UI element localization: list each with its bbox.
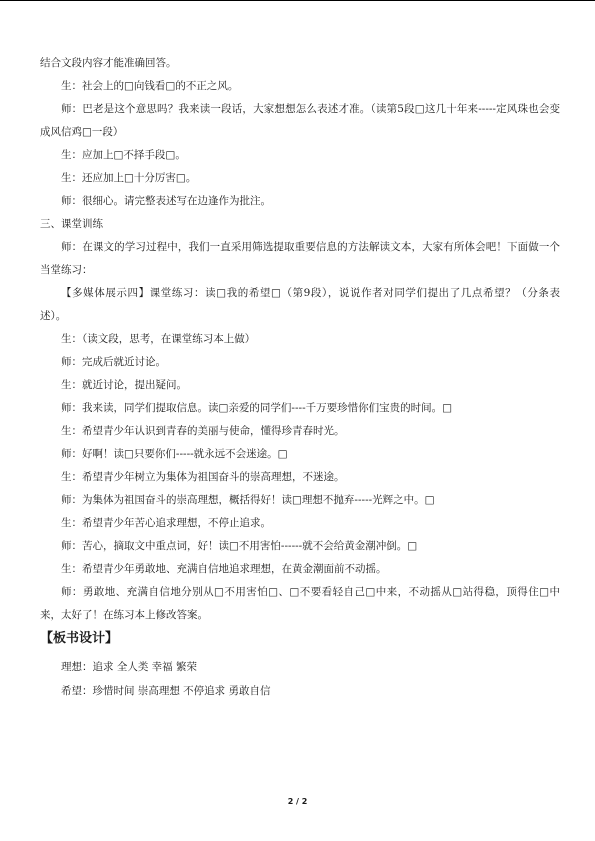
paragraph-15: 生：希望青少年树立为集体为祖国奋斗的崇高理想，不迷途。	[61, 471, 345, 483]
board-line-ideal: 理想：追求 全人类 幸福 繁荣	[61, 661, 198, 673]
paragraph-13: 生：希望青少年认识到青春的美丽与使命，懂得珍青春时光。	[61, 425, 345, 437]
paragraph-2: 生：社会上的□向钱看□的不正之风。	[61, 80, 239, 92]
paragraph-12: 师：我来读，同学们提取信息。读□亲爱的同学们----千万要珍惜你们宝贵的时间。□	[61, 402, 453, 414]
paragraph-20: 师：勇敢地、充满自信地分别从□不用害怕□、□不要看轻自己□中来，不动摇从□站得稳，顶得住□中来，太好了！在练习本上修改答案。	[40, 586, 560, 621]
paragraph-7: 师：在课文的学习过程中，我们一直采用筛选提取重要信息的方法解读文本，大家有所体会吧！下面做一个当堂练习：	[40, 241, 560, 276]
paragraph-16: 师：为集体为祖国奋斗的崇高理想，概括得好！读□理想不抛弃-----光辉之中。□	[61, 494, 435, 506]
paragraph-19: 生：希望青少年勇敢地、充满自信地追求理想，在黄金潮面前不动摇。	[61, 563, 387, 575]
page-number: 2 / 2	[287, 797, 308, 806]
paragraph-14: 师：好啊！读□只要你们-----就永远不会迷途。□	[61, 448, 288, 460]
paragraph-9: 生：（读文段，思考，在课堂练习本上做）	[61, 333, 256, 345]
paragraph-3: 师：巴老是这个意思吗？我来读一段话，大家想想怎么表述才准。（读第5段□这几十年来-----定风珠也会变成风信鸡□一段）	[40, 103, 560, 138]
paragraph-8: 【多媒体展示四】课堂练习：读□我的希望□（第9段），说说作者对同学们提出了几点希望？（分条表述）。	[40, 287, 560, 322]
board-line-hope: 希望：珍惜时间 崇高理想 不停追求 勇敢自信	[61, 685, 271, 697]
paragraph-11: 生：就近讨论，提出疑问。	[61, 379, 187, 391]
paragraph-5: 生：还应加上□十分厉害□。	[61, 172, 197, 184]
paragraph-18: 师：苦心，摘取文中重点词，好！读□不用害怕------就不会给黄金潮冲倒。□	[61, 540, 418, 552]
section-heading-3: 三、课堂训练	[40, 218, 103, 230]
board-design-heading: 【板书设计】	[40, 631, 119, 646]
paragraph-17: 生：希望青少年苦心追求理想，不停止追求。	[61, 517, 271, 529]
paragraph-6: 师：很细心。请完整表述写在边逢作为批注。	[61, 195, 271, 207]
paragraph-10: 师：完成后就近讨论。	[61, 356, 166, 368]
paragraph-4: 生：应加上□不择手段□。	[61, 149, 186, 161]
page-top-rule	[0, 0, 595, 1]
paragraph-1: 结合文段内容才能准确回答。	[40, 57, 177, 69]
